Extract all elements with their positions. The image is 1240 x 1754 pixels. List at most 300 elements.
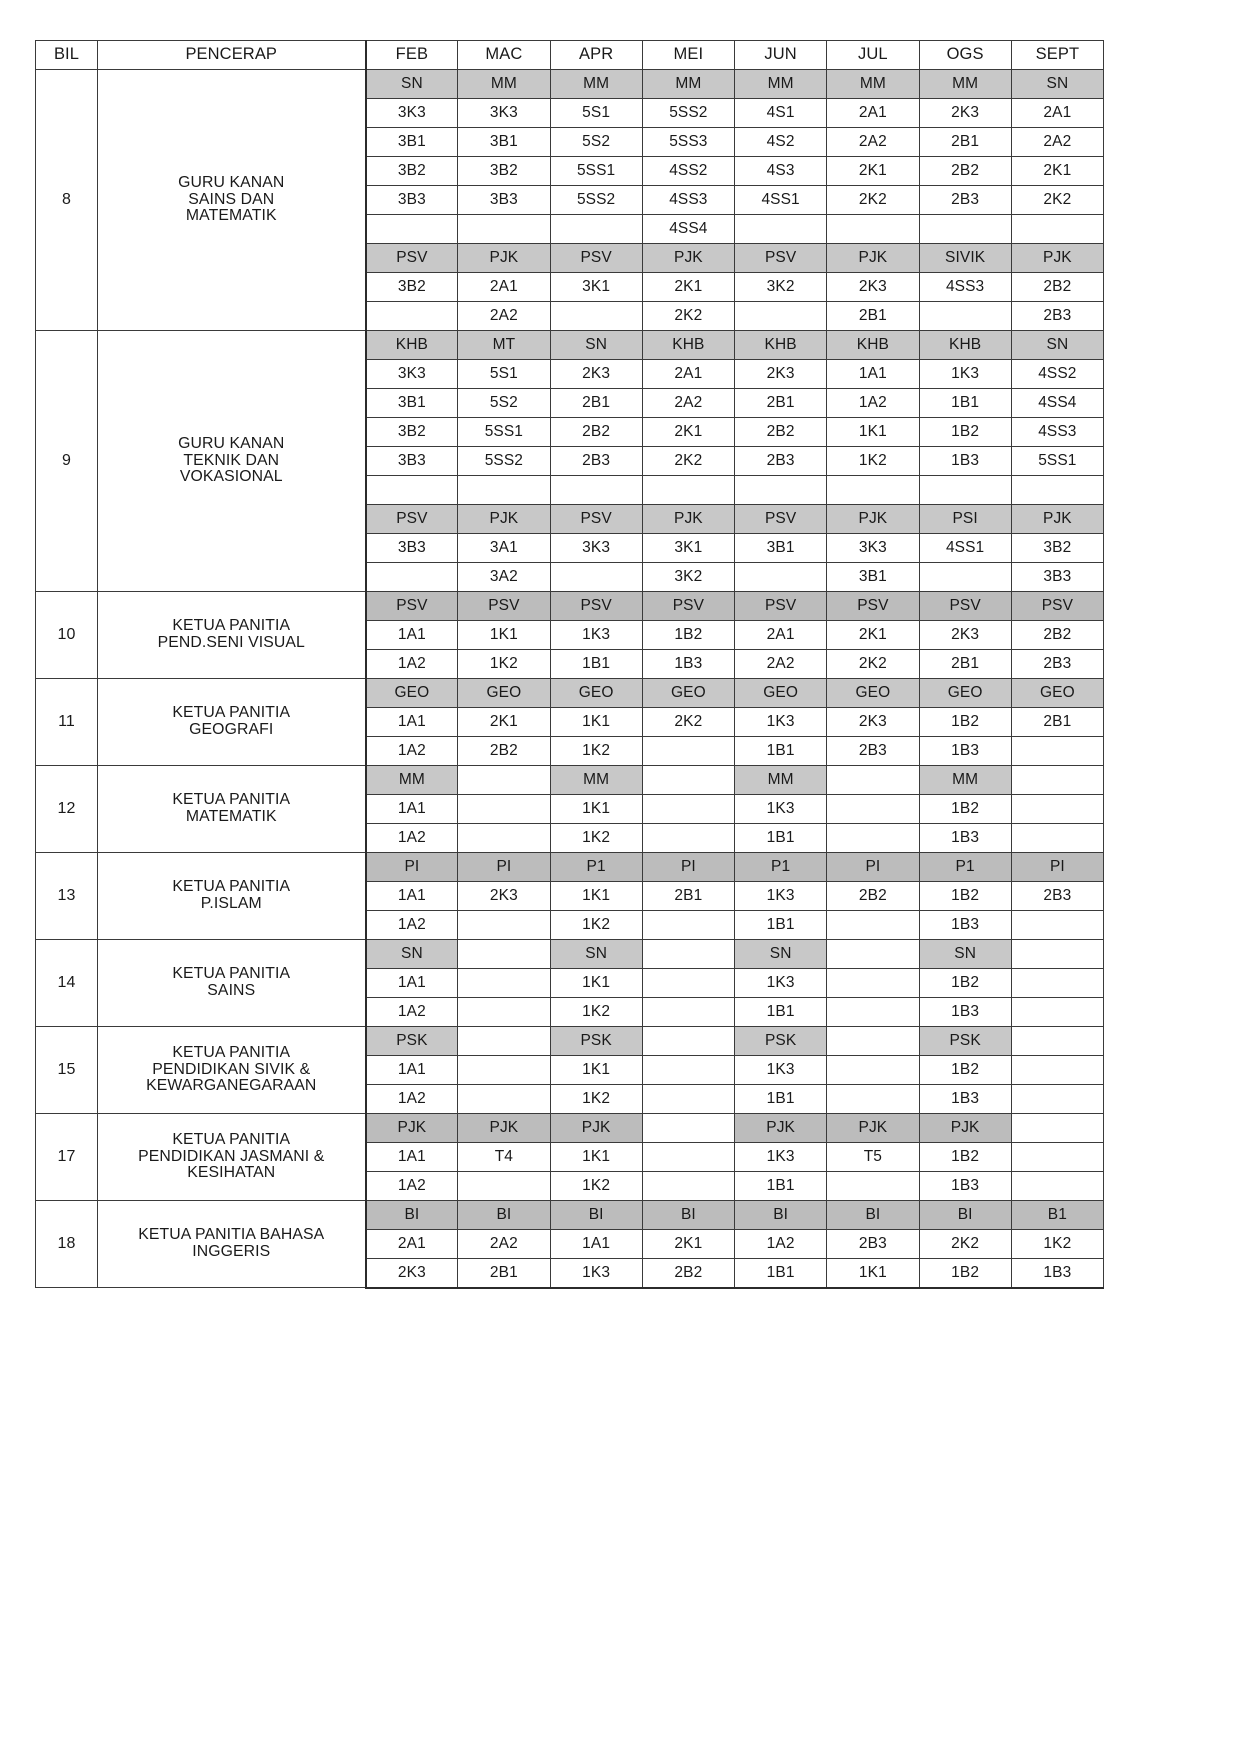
pencerap-line: PENDIDIKAN SIVIK &: [152, 1060, 311, 1078]
class-code-cell: 1A2: [366, 911, 458, 940]
class-code-cell: 4S2: [735, 128, 827, 157]
empty-cell: [1011, 737, 1103, 766]
empty-cell: [1011, 1143, 1103, 1172]
class-code-cell: 2B1: [827, 302, 919, 331]
subject-code-cell: KHB: [919, 331, 1011, 360]
class-code-cell: 1B1: [550, 650, 642, 679]
empty-cell: [827, 1027, 919, 1056]
class-code-cell: 2B1: [919, 128, 1011, 157]
subject-code-cell: BI: [827, 1201, 919, 1230]
class-code-cell: 2B1: [458, 1259, 550, 1288]
class-code-cell: 2B2: [642, 1259, 734, 1288]
subject-row: [36, 1027, 1104, 1056]
class-code-cell: 1A2: [366, 1085, 458, 1114]
subject-code-cell: PJK: [642, 244, 734, 273]
column-header-mei: MEI: [642, 41, 734, 70]
empty-cell: [458, 998, 550, 1027]
class-code-cell: 1K1: [550, 1056, 642, 1085]
class-code-cell: 2B3: [1011, 302, 1103, 331]
class-code-cell: 5SS2: [458, 447, 550, 476]
class-code-cell: 1B3: [919, 737, 1011, 766]
class-code-cell: 2A1: [1011, 99, 1103, 128]
class-code-cell: 3K3: [550, 534, 642, 563]
bil-cell: 10: [36, 592, 98, 679]
pencerap-line: KETUA PANITIA: [172, 965, 291, 983]
pencerap-line: GEOGRAFI: [189, 721, 274, 738]
class-code-cell: 1K3: [919, 360, 1011, 389]
class-code-cell: 1K3: [735, 882, 827, 911]
class-code-cell: 1A1: [366, 1143, 458, 1172]
class-code-cell: 1K3: [735, 1143, 827, 1172]
subject-code-cell: SN: [1011, 331, 1103, 360]
class-code-cell: 2K1: [458, 708, 550, 737]
subject-code-cell: SN: [919, 940, 1011, 969]
class-code-cell: 1B1: [735, 1085, 827, 1114]
empty-cell: [827, 476, 919, 505]
column-header-ogs: OGS: [919, 41, 1011, 70]
subject-code-cell: PI: [366, 853, 458, 882]
subject-code-cell: MT: [458, 331, 550, 360]
column-header-jun: JUN: [735, 41, 827, 70]
class-code-cell: 1A1: [366, 795, 458, 824]
empty-cell: [458, 215, 550, 244]
subject-row: [36, 1114, 1104, 1143]
subject-code-cell: BI: [919, 1201, 1011, 1230]
class-code-cell: 1K1: [550, 1143, 642, 1172]
empty-cell: [735, 563, 827, 592]
class-code-cell: 1B2: [919, 418, 1011, 447]
class-code-cell: 3K2: [735, 273, 827, 302]
empty-cell: [642, 1056, 734, 1085]
empty-cell: [827, 766, 919, 795]
pencerap-line: KETUA PANITIA: [172, 704, 291, 722]
class-code-cell: 2B2: [458, 737, 550, 766]
class-code-cell: 3B1: [458, 128, 550, 157]
class-code-cell: 1K3: [550, 621, 642, 650]
class-code-cell: 1B3: [642, 650, 734, 679]
class-code-cell: 2K1: [642, 418, 734, 447]
class-code-cell: 3K3: [827, 534, 919, 563]
class-code-cell: 2B2: [1011, 273, 1103, 302]
class-code-cell: 1K2: [550, 737, 642, 766]
class-code-cell: 1B2: [919, 1143, 1011, 1172]
subject-code-cell: PSV: [366, 244, 458, 273]
class-code-cell: 1B3: [919, 1085, 1011, 1114]
empty-cell: [1011, 1056, 1103, 1085]
subject-code-cell: PJK: [458, 505, 550, 534]
class-code-cell: 2B3: [550, 447, 642, 476]
class-code-cell: 2A1: [458, 273, 550, 302]
subject-code-cell: PI: [458, 853, 550, 882]
pencerap-line: PENDIDIKAN JASMANI &: [138, 1147, 325, 1165]
class-code-cell: 4SS1: [735, 186, 827, 215]
empty-cell: [1011, 1172, 1103, 1201]
class-code-cell: 1B2: [919, 708, 1011, 737]
empty-cell: [366, 215, 458, 244]
subject-code-cell: BI: [735, 1201, 827, 1230]
subject-code-cell: MM: [827, 70, 919, 99]
subject-row: [36, 940, 1104, 969]
empty-cell: [1011, 1114, 1103, 1143]
subject-code-cell: BI: [550, 1201, 642, 1230]
class-code-cell: 1B1: [735, 737, 827, 766]
class-code-cell: 5S2: [550, 128, 642, 157]
class-code-cell: 1A2: [366, 998, 458, 1027]
subject-row: [36, 766, 1104, 795]
class-code-cell: 2K2: [827, 186, 919, 215]
subject-code-cell: BI: [366, 1201, 458, 1230]
class-code-cell: 3K1: [642, 534, 734, 563]
class-code-cell: 2K2: [1011, 186, 1103, 215]
subject-code-cell: PJK: [458, 244, 550, 273]
class-code-cell: 5SS3: [642, 128, 734, 157]
subject-code-cell: MM: [919, 70, 1011, 99]
table-header: [36, 41, 1104, 70]
class-code-cell: 3B2: [366, 273, 458, 302]
class-code-cell: 1B1: [919, 389, 1011, 418]
class-code-cell: 1A2: [366, 650, 458, 679]
class-code-cell: 1A1: [366, 969, 458, 998]
empty-cell: [642, 998, 734, 1027]
subject-code-cell: SN: [1011, 70, 1103, 99]
class-code-cell: 2A1: [827, 99, 919, 128]
pencerap-cell: [98, 1114, 366, 1201]
class-code-cell: 2A1: [366, 1230, 458, 1259]
class-code-cell: 1K2: [550, 998, 642, 1027]
class-code-cell: 5S1: [550, 99, 642, 128]
pencerap-line: KEWARGANEGARAAN: [146, 1077, 317, 1095]
class-code-cell: 1B3: [919, 824, 1011, 853]
class-code-cell: 1K3: [735, 969, 827, 998]
subject-row: [36, 853, 1104, 882]
class-code-cell: 1K2: [1011, 1230, 1103, 1259]
subject-code-cell: GEO: [827, 679, 919, 708]
pencerap-line: KETUA PANITIA: [172, 878, 291, 896]
class-code-cell: 5SS1: [458, 418, 550, 447]
subject-code-cell: PJK: [735, 1114, 827, 1143]
class-code-cell: 2K2: [642, 302, 734, 331]
pencerap-line: KETUA PANITIA: [172, 617, 291, 635]
class-code-cell: 2K3: [735, 360, 827, 389]
class-code-cell: 1A1: [366, 882, 458, 911]
class-code-cell: 2B1: [1011, 708, 1103, 737]
pencerap-line: PEND.SENI VISUAL: [157, 634, 305, 651]
class-code-cell: 4SS2: [1011, 360, 1103, 389]
class-code-cell: 1B1: [735, 1172, 827, 1201]
class-code-cell: 3B3: [366, 447, 458, 476]
class-code-cell: T4: [458, 1143, 550, 1172]
class-code-cell: 2K3: [827, 273, 919, 302]
class-code-cell: 4SS3: [642, 186, 734, 215]
subject-code-cell: PJK: [642, 505, 734, 534]
subject-code-cell: GEO: [735, 679, 827, 708]
subject-code-cell: GEO: [366, 679, 458, 708]
class-code-cell: 1B2: [919, 1259, 1011, 1288]
class-code-cell: 3K3: [366, 99, 458, 128]
pencerap-cell: [98, 940, 366, 1027]
empty-cell: [458, 1027, 550, 1056]
subject-row: [36, 1201, 1104, 1230]
class-code-cell: 3A2: [458, 563, 550, 592]
pencerap-line: KETUA PANITIA: [172, 1131, 291, 1149]
class-code-cell: 1B2: [919, 969, 1011, 998]
class-code-cell: 1K1: [550, 795, 642, 824]
subject-code-cell: SN: [550, 940, 642, 969]
subject-code-cell: MM: [366, 766, 458, 795]
class-code-cell: 4S3: [735, 157, 827, 186]
pencerap-line: MATEMATIK: [185, 207, 277, 225]
class-code-cell: 2B3: [1011, 882, 1103, 911]
empty-cell: [1011, 940, 1103, 969]
pencerap-cell: [98, 331, 366, 592]
empty-cell: [827, 1172, 919, 1201]
pencerap-cell: [98, 1201, 366, 1288]
class-code-cell: 1A2: [366, 1172, 458, 1201]
empty-cell: [458, 795, 550, 824]
class-code-cell: 1A2: [366, 824, 458, 853]
empty-cell: [458, 1056, 550, 1085]
class-code-cell: 1A2: [735, 1230, 827, 1259]
class-code-cell: 3B3: [366, 186, 458, 215]
bil-cell: 8: [36, 70, 98, 331]
pencerap-line: KETUA PANITIA: [172, 1044, 291, 1062]
empty-cell: [1011, 824, 1103, 853]
empty-cell: [735, 302, 827, 331]
class-code-cell: 3B2: [458, 157, 550, 186]
class-code-cell: 1K2: [550, 1172, 642, 1201]
bil-cell: 14: [36, 940, 98, 1027]
class-code-cell: 2B2: [550, 418, 642, 447]
subject-code-cell: PSV: [550, 244, 642, 273]
empty-cell: [1011, 998, 1103, 1027]
subject-code-cell: PSV: [366, 592, 458, 621]
class-code-cell: 1B1: [735, 998, 827, 1027]
bil-cell: 15: [36, 1027, 98, 1114]
subject-code-cell: PSV: [735, 592, 827, 621]
class-code-cell: 4SS3: [919, 273, 1011, 302]
empty-cell: [919, 476, 1011, 505]
empty-cell: [458, 940, 550, 969]
pencerap-line: MATEMATIK: [185, 808, 277, 825]
class-code-cell: 1K1: [827, 418, 919, 447]
class-code-cell: 5SS2: [642, 99, 734, 128]
column-header-pencerap: PENCERAP: [98, 41, 366, 70]
class-code-cell: 2B3: [735, 447, 827, 476]
class-code-cell: 1K1: [550, 969, 642, 998]
empty-cell: [642, 940, 734, 969]
class-code-cell: 2K3: [919, 99, 1011, 128]
class-code-cell: 1B3: [919, 911, 1011, 940]
subject-code-cell: PJK: [827, 1114, 919, 1143]
column-header-mac: MAC: [458, 41, 550, 70]
subject-code-cell: PSK: [735, 1027, 827, 1056]
class-code-cell: 1K1: [458, 621, 550, 650]
empty-cell: [827, 1085, 919, 1114]
empty-cell: [827, 940, 919, 969]
class-code-cell: 4S1: [735, 99, 827, 128]
class-code-cell: 2A1: [642, 360, 734, 389]
bil-cell: 12: [36, 766, 98, 853]
class-code-cell: 2K1: [642, 1230, 734, 1259]
subject-code-cell: P1: [550, 853, 642, 882]
class-code-cell: 1K2: [827, 447, 919, 476]
empty-cell: [827, 824, 919, 853]
class-code-cell: 2B1: [550, 389, 642, 418]
subject-code-cell: SN: [550, 331, 642, 360]
pencerap-line: VOKASIONAL: [179, 468, 283, 486]
subject-code-cell: SN: [735, 940, 827, 969]
pencerap-cell: [98, 1027, 366, 1114]
subject-row: [36, 679, 1104, 708]
class-code-cell: 1B3: [919, 998, 1011, 1027]
class-code-cell: 2K3: [366, 1259, 458, 1288]
subject-code-cell: GEO: [550, 679, 642, 708]
bil-cell: 9: [36, 331, 98, 592]
empty-cell: [642, 1114, 734, 1143]
subject-code-cell: GEO: [1011, 679, 1103, 708]
empty-cell: [642, 1027, 734, 1056]
class-code-cell: 3B1: [827, 563, 919, 592]
empty-cell: [642, 766, 734, 795]
subject-code-cell: PSV: [550, 592, 642, 621]
class-code-cell: 2K2: [919, 1230, 1011, 1259]
pencerap-line: SAINS DAN: [188, 190, 275, 208]
subject-code-cell: SN: [366, 70, 458, 99]
subject-code-cell: PJK: [366, 1114, 458, 1143]
subject-code-cell: MM: [735, 766, 827, 795]
class-code-cell: 1K3: [550, 1259, 642, 1288]
subject-code-cell: MM: [458, 70, 550, 99]
pencerap-cell: [98, 70, 366, 331]
subject-code-cell: PSV: [642, 592, 734, 621]
empty-cell: [1011, 215, 1103, 244]
column-header-jul: JUL: [827, 41, 919, 70]
empty-cell: [366, 302, 458, 331]
bil-cell: 17: [36, 1114, 98, 1201]
subject-code-cell: PJK: [919, 1114, 1011, 1143]
empty-cell: [458, 824, 550, 853]
class-code-cell: 1B2: [642, 621, 734, 650]
empty-cell: [919, 215, 1011, 244]
pencerap-line: SAINS: [207, 982, 256, 999]
empty-cell: [1011, 795, 1103, 824]
class-code-cell: 3B1: [366, 128, 458, 157]
class-code-cell: 5SS2: [550, 186, 642, 215]
subject-code-cell: PI: [642, 853, 734, 882]
subject-code-cell: MM: [550, 70, 642, 99]
empty-cell: [827, 911, 919, 940]
class-code-cell: 3K3: [458, 99, 550, 128]
empty-cell: [642, 737, 734, 766]
class-code-cell: 2B3: [827, 737, 919, 766]
subject-code-cell: PJK: [458, 1114, 550, 1143]
empty-cell: [550, 302, 642, 331]
empty-cell: [1011, 911, 1103, 940]
class-code-cell: 2B2: [919, 157, 1011, 186]
class-code-cell: 1B2: [919, 882, 1011, 911]
class-code-cell: 1A2: [366, 737, 458, 766]
class-code-cell: 2A2: [642, 389, 734, 418]
pencerap-line: GURU KANAN: [178, 174, 285, 192]
class-code-cell: 2K3: [458, 882, 550, 911]
class-code-cell: 1B1: [735, 1259, 827, 1288]
empty-cell: [458, 911, 550, 940]
empty-cell: [1011, 1027, 1103, 1056]
empty-cell: [458, 1085, 550, 1114]
class-code-cell: 1B3: [919, 1172, 1011, 1201]
subject-code-cell: GEO: [642, 679, 734, 708]
class-code-cell: 2A2: [1011, 128, 1103, 157]
empty-cell: [642, 1172, 734, 1201]
bil-cell: 11: [36, 679, 98, 766]
subject-code-cell: PJK: [827, 505, 919, 534]
empty-cell: [827, 215, 919, 244]
class-code-cell: 2A1: [735, 621, 827, 650]
class-code-cell: 5SS1: [1011, 447, 1103, 476]
empty-cell: [458, 766, 550, 795]
empty-cell: [919, 563, 1011, 592]
subject-code-cell: GEO: [458, 679, 550, 708]
class-code-cell: 2B1: [642, 882, 734, 911]
empty-cell: [827, 969, 919, 998]
class-code-cell: 4SS3: [1011, 418, 1103, 447]
subject-code-cell: B1: [1011, 1201, 1103, 1230]
class-code-cell: 1K2: [550, 824, 642, 853]
empty-cell: [458, 969, 550, 998]
subject-code-cell: PSI: [919, 505, 1011, 534]
subject-code-cell: PJK: [1011, 505, 1103, 534]
class-code-cell: 2B1: [919, 650, 1011, 679]
class-code-cell: 1A1: [366, 708, 458, 737]
subject-code-cell: KHB: [642, 331, 734, 360]
class-code-cell: 1B2: [919, 1056, 1011, 1085]
class-code-cell: 3K1: [550, 273, 642, 302]
empty-cell: [366, 476, 458, 505]
column-header-sept: SEPT: [1011, 41, 1103, 70]
class-code-cell: 2K1: [827, 157, 919, 186]
class-code-cell: 3B3: [458, 186, 550, 215]
subject-code-cell: BI: [458, 1201, 550, 1230]
class-code-cell: 2B3: [919, 186, 1011, 215]
subject-code-cell: PSK: [550, 1027, 642, 1056]
empty-cell: [735, 215, 827, 244]
class-code-cell: 5SS1: [550, 157, 642, 186]
empty-cell: [642, 969, 734, 998]
subject-code-cell: PSV: [735, 505, 827, 534]
column-header-apr: APR: [550, 41, 642, 70]
class-code-cell: 1K3: [735, 708, 827, 737]
subject-row: [36, 70, 1104, 99]
class-code-cell: 1A1: [366, 621, 458, 650]
class-code-cell: 2K2: [642, 708, 734, 737]
class-code-cell: 1B1: [735, 911, 827, 940]
pencerap-line: KETUA PANITIA BAHASA: [138, 1226, 325, 1244]
subject-code-cell: KHB: [366, 331, 458, 360]
subject-code-cell: SIVIK: [919, 244, 1011, 273]
class-code-cell: 2B2: [827, 882, 919, 911]
empty-cell: [366, 563, 458, 592]
class-code-cell: 4SS1: [919, 534, 1011, 563]
class-code-cell: 1K2: [550, 911, 642, 940]
subject-code-cell: PJK: [1011, 244, 1103, 273]
class-code-cell: 1K1: [827, 1259, 919, 1288]
empty-cell: [550, 476, 642, 505]
subject-row: [36, 331, 1104, 360]
class-code-cell: 2K2: [642, 447, 734, 476]
subject-code-cell: PSK: [366, 1027, 458, 1056]
empty-cell: [1011, 1085, 1103, 1114]
subject-code-cell: PSV: [458, 592, 550, 621]
